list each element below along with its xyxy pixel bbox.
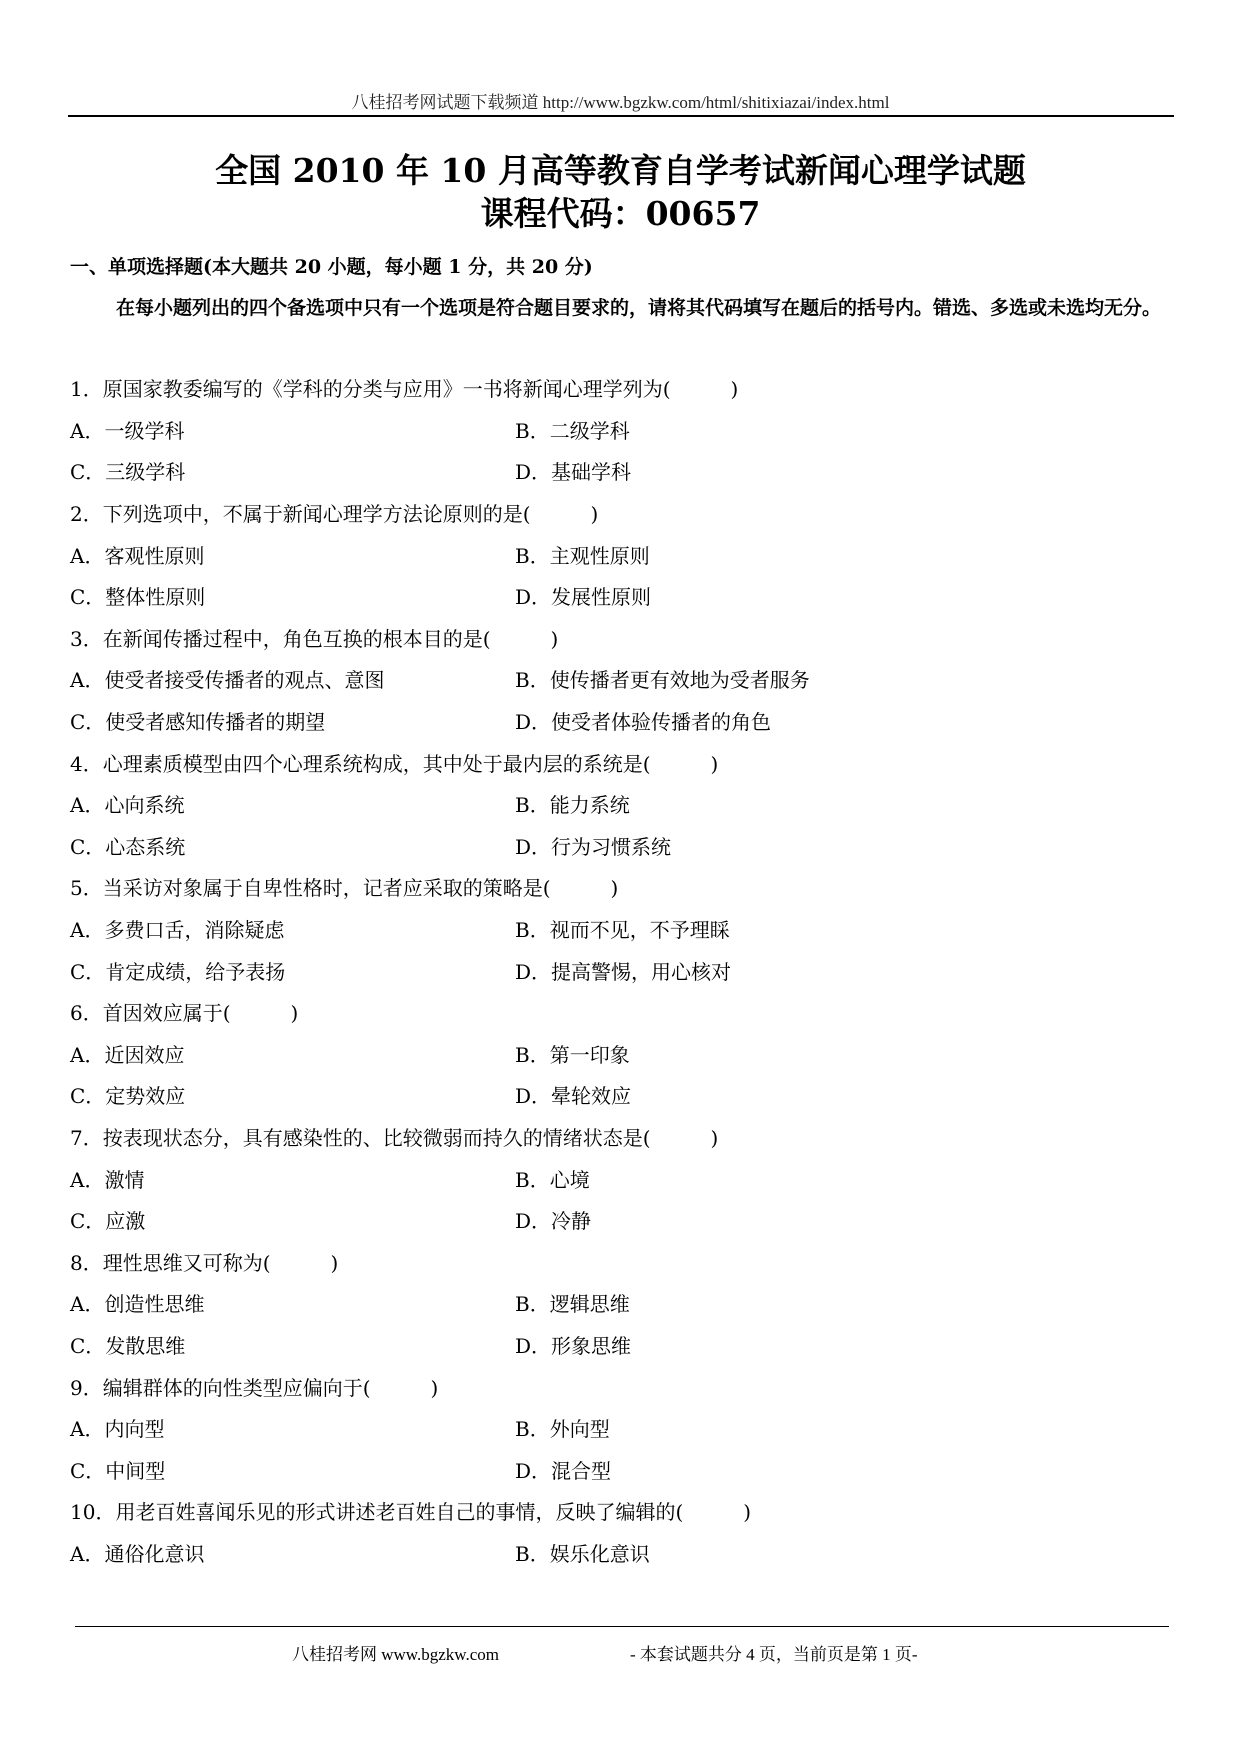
option-row — [70, 409, 1180, 451]
answer-option: D．混合型 — [515, 1458, 612, 1483]
answer-option: B．外向型 — [515, 1417, 610, 1442]
answer-option: D．使受者体验传播者的角色 — [515, 710, 772, 735]
question-stem — [70, 617, 1180, 659]
question-stem — [70, 1365, 1180, 1407]
footer-site: 八桂招考网 www.bgzkw.com — [292, 1645, 499, 1664]
option-row — [70, 1282, 1180, 1324]
answer-option: C．三级学科 — [70, 460, 186, 485]
question-stem — [70, 741, 1180, 783]
question-text: 3．在新闻传播过程中，角色互换的根本目的是( ) — [70, 626, 559, 651]
question-stem — [70, 1116, 1180, 1158]
option-row — [70, 1157, 1180, 1199]
answer-option: B．能力系统 — [515, 793, 630, 818]
answer-option: C．定势效应 — [70, 1084, 186, 1109]
answer-option: A．心向系统 — [70, 793, 185, 818]
option-row — [70, 1199, 1180, 1241]
answer-option: B．二级学科 — [515, 418, 630, 443]
answer-option: C．心态系统 — [70, 834, 186, 859]
answer-option: A．多费口舌，消除疑虑 — [70, 918, 285, 943]
answer-option: B．心境 — [515, 1167, 590, 1192]
answer-option: C．应激 — [70, 1209, 146, 1234]
header-banner: 八桂招考网试题下载频道 http://www.bgzkw.com/html/shitixiazai/index.html — [351, 93, 890, 112]
question-text: 10．用老百姓喜闻乐见的形式讲述老百姓自己的事情，反映了编辑的( ) — [70, 1500, 752, 1525]
answer-option: A．创造性思维 — [70, 1292, 205, 1317]
answer-option: C．中间型 — [70, 1458, 166, 1483]
answer-option: A．近因效应 — [70, 1042, 185, 1067]
question-text: 1．原国家教委编写的《学科的分类与应用》一书将新闻心理学列为( ) — [70, 377, 739, 402]
answer-option: A．内向型 — [70, 1417, 165, 1442]
option-row — [70, 658, 1180, 700]
question-text: 7．按表现状态分，具有感染性的、比较微弱而持久的情绪状态是( ) — [70, 1125, 719, 1150]
section-heading: 一、单项选择题(本大题共 20 小题，每小题 1 分，共 20 分) — [70, 256, 593, 278]
question-stem — [70, 367, 1180, 409]
answer-option: D．发展性原则 — [515, 585, 652, 610]
answer-option: B．主观性原则 — [515, 543, 650, 568]
answer-option: D．提高警惕，用心核对 — [515, 959, 732, 984]
option-row — [70, 783, 1180, 825]
option-row — [70, 575, 1180, 617]
answer-option: D．形象思维 — [515, 1333, 632, 1358]
answer-option: A．客观性原则 — [70, 543, 205, 568]
option-row — [70, 1074, 1180, 1116]
answer-option: B．使传播者更有效地为受者服务 — [515, 668, 810, 693]
answer-option: C．整体性原则 — [70, 585, 206, 610]
answer-option: C．使受者感知传播者的期望 — [70, 710, 326, 735]
question-text: 6．首因效应属于( ) — [70, 1001, 299, 1026]
question-text: 2．下列选项中，不属于新闻心理学方法论原则的是( ) — [70, 502, 599, 527]
question-stem — [70, 492, 1180, 534]
answer-option: B．逻辑思维 — [515, 1292, 630, 1317]
option-row — [70, 533, 1180, 575]
option-row — [70, 908, 1180, 950]
answer-option: A．使受者接受传播者的观点、意图 — [70, 668, 385, 693]
question-text: 8．理性思维又可称为( ) — [70, 1250, 339, 1275]
answer-option: A．通俗化意识 — [70, 1541, 205, 1566]
option-row — [70, 1324, 1180, 1366]
answer-option: D．行为习惯系统 — [515, 834, 672, 859]
answer-option: C．肯定成绩，给予表扬 — [70, 959, 286, 984]
answer-option: D．晕轮效应 — [515, 1084, 632, 1109]
question-stem — [70, 1240, 1180, 1282]
header-divider — [68, 115, 1174, 117]
option-row — [70, 700, 1180, 742]
option-row — [70, 949, 1180, 991]
option-row — [70, 825, 1180, 867]
section-instructions: 在每小题列出的四个备选项中只有一个选项是符合题目要求的，请将其代码填写在题后的括号内。错选、多选或未选均无分。 — [116, 297, 1162, 319]
option-row — [70, 1407, 1180, 1449]
answer-option: C．发散思维 — [70, 1333, 186, 1358]
question-stem — [70, 991, 1180, 1033]
option-row — [70, 1448, 1180, 1490]
question-list — [70, 367, 1180, 1573]
question-stem — [70, 866, 1180, 908]
footer-page-info: - 本套试题共分 4 页，当前页是第 1 页- — [630, 1645, 918, 1664]
question-stem — [70, 1490, 1180, 1532]
option-row — [70, 1033, 1180, 1075]
course-code: 课程代码：00657 — [480, 194, 761, 233]
page-title: 全国 2010 年 10 月高等教育自学考试新闻心理学试题 — [215, 151, 1026, 190]
question-text: 4．心理素质模型由四个心理系统构成，其中处于最内层的系统是( ) — [70, 751, 719, 776]
answer-option: A．一级学科 — [70, 418, 185, 443]
footer-divider — [75, 1626, 1169, 1627]
answer-option: D．冷静 — [515, 1209, 592, 1234]
answer-option: B．娱乐化意识 — [515, 1541, 650, 1566]
question-text: 9．编辑群体的向性类型应偏向于( ) — [70, 1375, 439, 1400]
option-row — [70, 450, 1180, 492]
option-row — [70, 1532, 1180, 1574]
answer-option: B．视而不见，不予理睬 — [515, 918, 730, 943]
answer-option: A．激情 — [70, 1167, 145, 1192]
answer-option: D．基础学科 — [515, 460, 632, 485]
question-text: 5．当采访对象属于自卑性格时，记者应采取的策略是( ) — [70, 876, 619, 901]
answer-option: B．第一印象 — [515, 1042, 630, 1067]
